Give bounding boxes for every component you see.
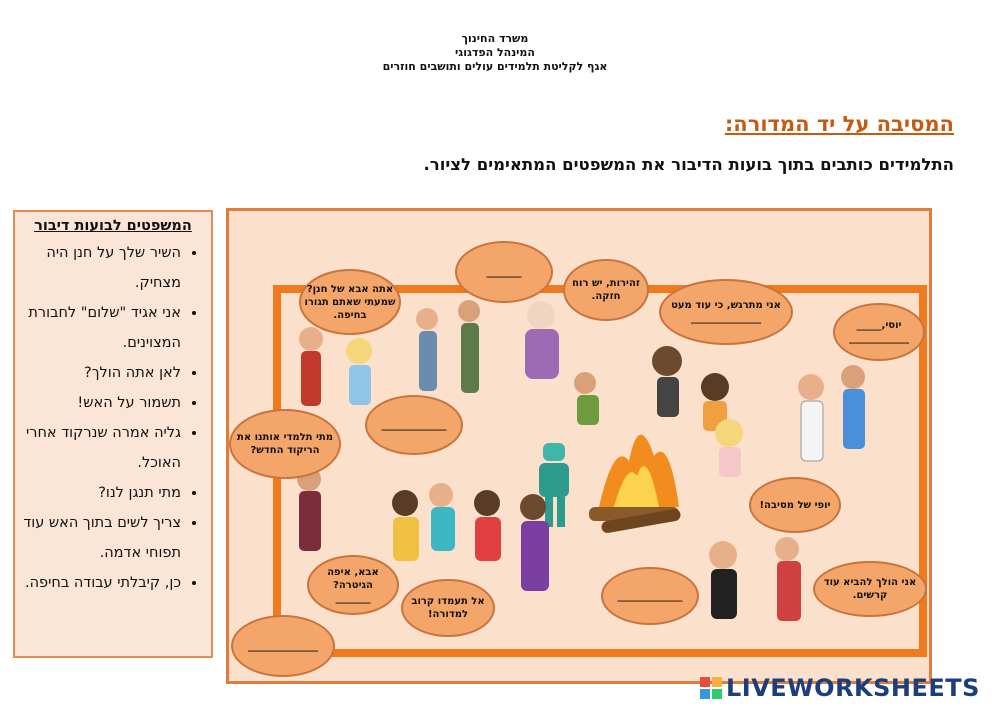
speech-bubble[interactable] — [401, 579, 495, 637]
sentence-item[interactable]: • תשמור על האש! — [21, 388, 181, 418]
speech-bubble[interactable] — [601, 567, 699, 625]
speech-bubble[interactable] — [749, 477, 841, 533]
liveworksheets-logo — [700, 674, 980, 702]
bubble-blank[interactable]: ____________ — [849, 333, 909, 344]
party-scene — [226, 208, 932, 684]
campfire-icon — [589, 435, 681, 534]
department-line: אגף לקליטת תלמידים עולים ותושבים חוזרים — [382, 60, 608, 73]
administration-line: המינהל הפדגוגי — [455, 46, 535, 59]
bubble-blank[interactable]: _______ — [335, 592, 371, 604]
sentence-item[interactable]: • לאן אתה הולך? — [21, 358, 181, 388]
speech-bubble[interactable] — [563, 259, 649, 321]
sentence-item[interactable]: • מתי תנגן לנו? — [21, 478, 181, 508]
speech-bubble[interactable] — [231, 615, 335, 677]
sentence-item[interactable]: • כן, קיבלתי עבודה בחיפה. — [21, 568, 181, 598]
bubble-blank[interactable]: _______ — [486, 266, 522, 278]
speech-bubble[interactable] — [365, 395, 463, 455]
speech-bubble[interactable] — [229, 409, 341, 479]
bubble-text: אל תעמדו קרוב למדורה! — [411, 596, 485, 620]
speech-bubble[interactable] — [833, 303, 925, 361]
speech-bubble[interactable] — [813, 561, 927, 617]
speech-bubble[interactable] — [659, 279, 793, 345]
logo-mark-icon — [700, 677, 722, 699]
sentences-panel-title: המשפטים לבועות דיבור — [34, 218, 192, 234]
logo-text: LIVEWORKSHEETS — [726, 674, 980, 702]
sentence-item[interactable]: • גליה אמרה שנרקוד אחרי האוכל. — [21, 418, 181, 478]
speech-bubble[interactable] — [307, 555, 399, 615]
bubble-text: אתה אבא של חנן? שמעתי שאתם תגורו בחיפה. — [304, 283, 396, 321]
speech-bubble[interactable] — [299, 269, 401, 335]
sentences-panel — [13, 210, 213, 658]
bubble-blank[interactable]: _____________ — [381, 419, 447, 431]
page-title: המסיבה על יד המדורה: — [724, 112, 954, 136]
bubble-text: זהירות, יש רוח חזקה. — [572, 278, 640, 302]
bubble-text: אני מתרגש, כי עוד מעט — [671, 300, 781, 311]
sentence-item[interactable]: • השיר שלך על חנן היה מצחיק. — [21, 238, 181, 298]
sentence-item[interactable]: • צריך לשים בתוך האש עוד תפוחי אדמה. — [21, 508, 181, 568]
instructions: התלמידים כותבים בתוך בועות הדיבור את המשפטים המתאימים לציור. — [423, 155, 954, 174]
bubble-text: יוסי,_____ — [856, 320, 902, 331]
sentence-item[interactable]: • אני אגיד "שלום" לחבורת המצוינים. — [21, 298, 181, 358]
bubble-blank[interactable]: _____________ — [617, 590, 683, 602]
ministry-line: משרד החינוך — [461, 32, 529, 45]
bubble-blank[interactable]: ______________ — [248, 640, 318, 652]
bubble-text: אני הולך להביא עוד קרשים. — [823, 577, 917, 601]
bubble-text: אבא, איפה הגיטרה? — [327, 566, 379, 591]
bubble-text: מתי תלמדי אותנו את הריקוד החדש? — [236, 432, 333, 456]
bubble-text: יופי של מסיבה! — [759, 499, 831, 511]
sentences-list — [15, 238, 211, 598]
bubble-blank[interactable]: ______________ — [691, 313, 761, 324]
speech-bubble[interactable] — [455, 241, 553, 303]
